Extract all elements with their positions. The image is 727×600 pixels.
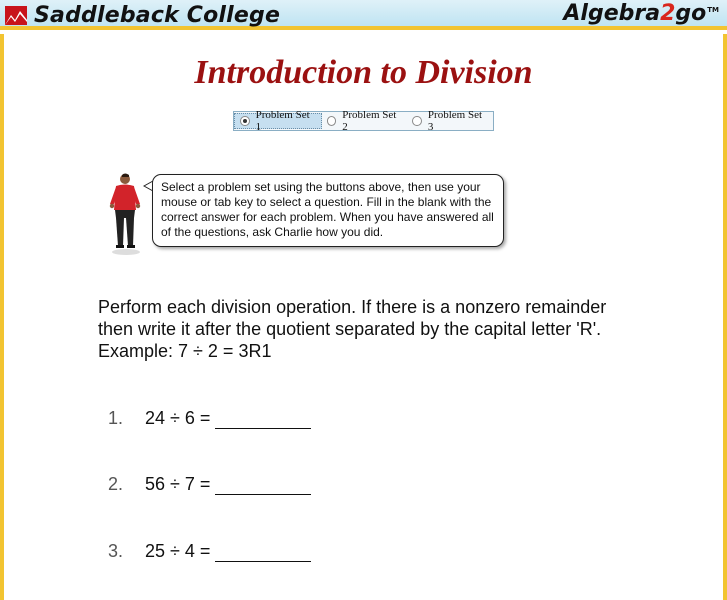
header-banner [0, 0, 727, 30]
problem-expression: 24 ÷ 6 = [145, 408, 211, 428]
charlie-speech-bubble: Select a problem set using the buttons above, then use your mouse or tab key to select a question. Fill in the blank with the correct answer for each problem. When you have answered all of the questions, ask Charlie how you did. [152, 174, 504, 247]
brand-highlight: 2 [660, 1, 676, 26]
problem-number: 2. [108, 474, 124, 494]
problem-number: 3. [108, 541, 124, 561]
left-border [0, 34, 4, 600]
brand-suffix: go [675, 1, 707, 26]
radio-unselected-icon[interactable] [412, 116, 422, 126]
mountain-logo-icon [4, 4, 28, 26]
instructions-line-1: Perform each division operation. If there is a nonzero remainder [98, 297, 607, 317]
problem-1 [108, 401, 311, 429]
radio-unselected-icon[interactable] [327, 116, 337, 126]
right-border [723, 34, 727, 600]
college-name: Saddleback College [34, 2, 281, 28]
instructions-line-3: Example: 7 ÷ 2 = 3R1 [98, 341, 272, 361]
problem-set-2-label: Problem Set 2 [342, 109, 397, 133]
problem-expression: 25 ÷ 4 = [145, 541, 211, 561]
answer-input-2[interactable] [215, 473, 311, 495]
page-title: Introduction to Division [194, 54, 533, 91]
problem-set-3-radio[interactable] [407, 109, 493, 133]
trademark-mark: TM [707, 5, 719, 14]
answer-input-3[interactable] [215, 540, 311, 562]
problem-set-1-radio[interactable] [234, 109, 322, 133]
answer-input-1[interactable] [215, 407, 311, 429]
brand-prefix: Algebra [563, 1, 661, 26]
radio-selected-icon[interactable] [240, 116, 250, 126]
problem-2 [108, 467, 311, 495]
instructions [98, 296, 658, 362]
problem-number: 1. [108, 408, 124, 428]
algebra2go-brand [563, 1, 719, 26]
problem-set-1-label: Problem Set 1 [255, 109, 310, 133]
college-logo[interactable] [4, 2, 280, 28]
problem-set-2-radio[interactable] [322, 109, 408, 133]
problem-set-3-label: Problem Set 3 [427, 109, 483, 133]
instructions-line-2: then write it after the quotient separated by the capital letter 'R'. [98, 319, 602, 339]
problem-set-selector [233, 111, 494, 131]
problem-3 [108, 534, 311, 562]
problem-expression: 56 ÷ 7 = [145, 474, 211, 494]
